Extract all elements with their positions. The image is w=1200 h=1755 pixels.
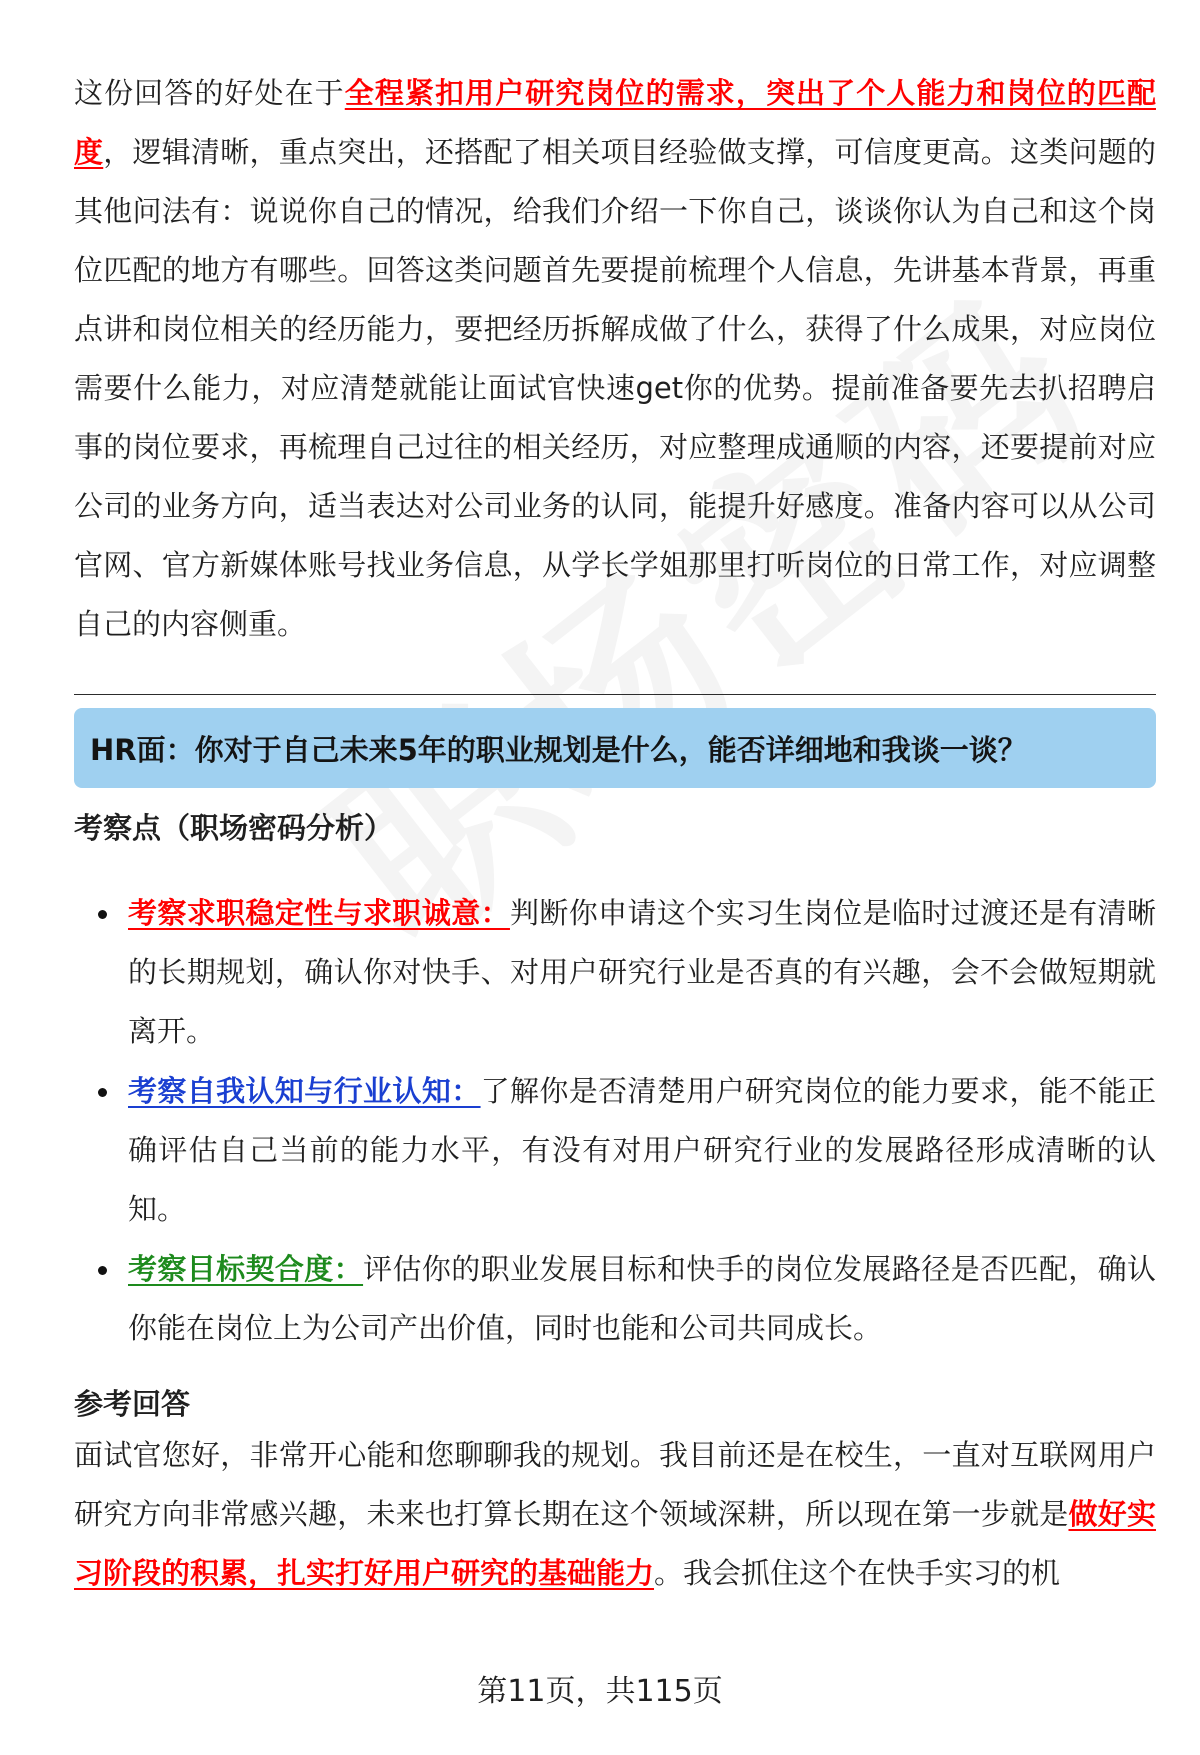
list-item — [74, 1240, 1156, 1358]
reference-lead: 面试官您好，非常开心能和您聊聊我的规划。我目前还是在校生，一直对互联网用户研究方向非常感兴趣，未来也打算长期在这个领域深耕，所以现在第一步就是 — [74, 1438, 1156, 1531]
point-title: 考察自我认知与行业认知： — [128, 1074, 481, 1108]
reference-paragraph — [74, 1426, 1156, 1603]
point-title: 考察求职稳定性与求职诚意： — [128, 896, 510, 930]
analysis-heading: 考察点（职场密码分析） — [74, 811, 394, 845]
point-text: 判断你申请这个实习生岗位是临时过渡还是有清晰的长期规划，确认你对快手、对用户研究行业是否真的有兴趣，会不会做短期就离开。 — [128, 896, 1156, 1048]
bullet-icon — [98, 910, 107, 919]
intro-paragraph — [74, 64, 1156, 654]
point-text: 了解你是否清楚用户研究岗位的能力要求，能不能正确评估自己当前的能力水平，有没有对用户研究行业的发展路径形成清晰的认知。 — [128, 1074, 1156, 1226]
section-divider — [74, 694, 1156, 695]
question-text: HR面：你对于自己未来5年的职业规划是什么，能否详细地和我谈一谈？ — [90, 732, 1027, 767]
bullet-icon — [98, 1266, 107, 1275]
document-body — [74, 64, 1156, 1603]
bullet-icon — [98, 1088, 107, 1097]
reference-heading: 参考回答 — [74, 1387, 191, 1421]
reference-rest: 。我会抓住这个在快手实习的机 — [654, 1556, 1061, 1590]
intro-highlight: 全程紧扣用户研究岗位的需求，突出了个人能力和岗位的匹配度 — [74, 76, 1156, 169]
reference-highlight: 做好实习阶段的积累，扎实打好用户研究的基础能力 — [74, 1497, 1156, 1590]
analysis-points — [74, 884, 1156, 1358]
list-item — [74, 1062, 1156, 1239]
question-banner — [74, 708, 1156, 788]
point-title: 考察目标契合度： — [128, 1252, 364, 1286]
page-number: 第11页，共115页 — [477, 1674, 723, 1709]
intro-rest: ，逻辑清晰，重点突出，还搭配了相关项目经验做支撑，可信度更高。这类问题的其他问法有：说说你自己的情况，给我们介绍一下你自己，谈谈你认为自己和这个岗位匹配的地方有哪些。回答这类问题首先要提前梳理个人信息，先讲基本背景，再重点讲和岗位相关的经历能力，要把经历拆解成做了什么，获得了什么成果，对应岗位需要什么能力，对应清楚就能让面试官快速get你的优势。提前准备要先去扒招聘启事的岗位要求，再梳理自己过往的相关经历，对应整理成通顺的内容，还要提前对应公司的业务方向，适当表达对公司业务的认同，能提升好感度。准备内容可以从公司官网、官方新媒体账号找业务信息，从学长学姐那里打听岗位的日常工作，对应调整自己的内容侧重。 — [74, 135, 1156, 641]
list-item — [74, 884, 1156, 1061]
intro-lead: 这份回答的好处在于 — [74, 76, 345, 110]
point-text: 评估你的职业发展目标和快手的岗位发展路径是否匹配，确认你能在岗位上为公司产出价值，同时也能和公司共同成长。 — [128, 1252, 1156, 1345]
